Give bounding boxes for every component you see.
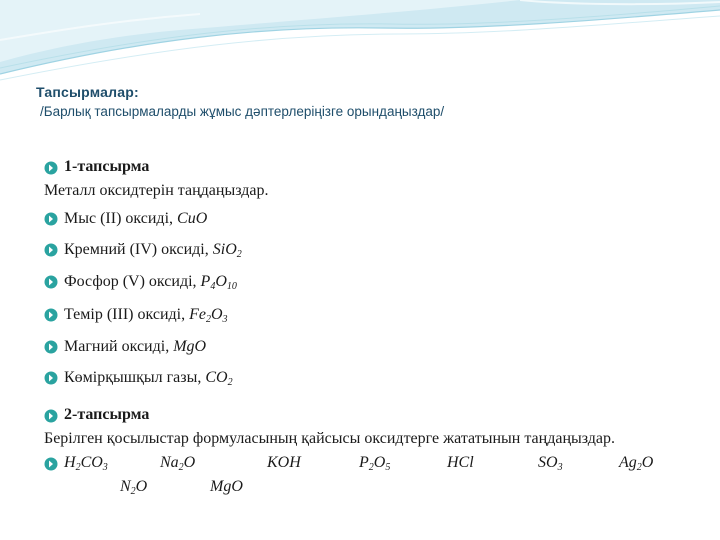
- task2-formula: [267, 451, 301, 475]
- task1-heading-row: [44, 155, 704, 179]
- task1-item-name: Көмірқышқыл газы,: [64, 369, 206, 386]
- task1-item-name: Мыс (II) оксиді,: [64, 210, 178, 227]
- task1-item-formula: $Fe_2O_3$: [189, 306, 228, 325]
- task2-instruction: Берілген қосылыстар формуласының қайсысы оксидтерге жататынын таңдаңыздар.: [44, 430, 616, 447]
- task2-formula-text: $N_2O$: [120, 478, 148, 497]
- task1-item: [44, 298, 704, 331]
- task2-formula: [538, 451, 563, 475]
- task2-formula-text: HCl: [447, 454, 474, 471]
- task2-formula-row-2: [44, 475, 704, 499]
- task2-formula: [160, 451, 195, 475]
- task2-formula-text: $Ag_2O$: [619, 454, 654, 473]
- bullet-circle-arrow-icon: [44, 275, 58, 289]
- bullet-circle-arrow-icon: [44, 243, 58, 257]
- task1-item-formula: $CO_2$: [205, 369, 233, 388]
- task1-item-name: Темір (III) оксиді,: [64, 306, 190, 323]
- bullet-circle-arrow-icon: [44, 371, 58, 385]
- bullet-circle-arrow-icon: [44, 212, 58, 226]
- task1-item-name: Фосфор (V) оксиді,: [64, 273, 201, 290]
- task1-item: [44, 234, 704, 265]
- task2-formula-text: $P_2O_5$: [359, 454, 391, 473]
- task2-formula-text: $H_2CO_3$: [64, 454, 108, 473]
- task1-item-name: Магний оксиді,: [64, 338, 174, 355]
- task2-heading-row: [44, 403, 704, 427]
- task1-item-formula: CuO: [177, 210, 208, 227]
- task2-formula: [619, 451, 653, 475]
- task2-formula-text: $SO_3$: [538, 454, 563, 473]
- bullet-circle-arrow-icon: [44, 457, 58, 471]
- task1-item-formula: MgO: [173, 338, 207, 355]
- task2-formula-text: KOH: [267, 454, 301, 471]
- task2-formula: [447, 451, 474, 475]
- page-title: Тапсырмалар:: [36, 84, 139, 100]
- task2-formula: [120, 475, 147, 499]
- bullet-circle-arrow-icon: [44, 340, 58, 354]
- task2-formula-text: MgO: [210, 478, 243, 495]
- task1-item: [44, 265, 704, 298]
- task1-item-formula: SiO$_2$: [212, 241, 242, 260]
- bullet-circle-arrow-icon: [44, 308, 58, 322]
- page-subtitle: /Барлық тапсырмаларды жұмыс дәптерлеріңізге орындаңыздар/: [40, 104, 445, 119]
- task2-formula: [64, 451, 108, 475]
- task1-instruction: Металл оксидтерін таңдаңыздар.: [44, 182, 269, 199]
- task2-heading: 2-тапсырма: [64, 406, 150, 423]
- task2-formula: [210, 475, 243, 499]
- title-block: [36, 84, 444, 119]
- task1-item: [44, 362, 704, 393]
- task1-item: [44, 331, 704, 362]
- task1-heading: 1-тапсырма: [64, 158, 150, 175]
- task1-item-formula: $P_4O_{10}$: [200, 273, 237, 292]
- task1-item-name: Кремний (IV) оксиді,: [64, 241, 213, 258]
- task2-formula-text: $Na_2O$: [160, 454, 196, 473]
- task2-formula-row: [44, 451, 704, 475]
- bullet-circle-arrow-icon: [44, 409, 58, 423]
- bullet-circle-arrow-icon: [44, 161, 58, 175]
- header-wave-decoration: [0, 0, 720, 90]
- task1-list: [44, 203, 704, 393]
- task1-item: [44, 203, 704, 234]
- task2-formula: [359, 451, 390, 475]
- main-content: [44, 155, 704, 499]
